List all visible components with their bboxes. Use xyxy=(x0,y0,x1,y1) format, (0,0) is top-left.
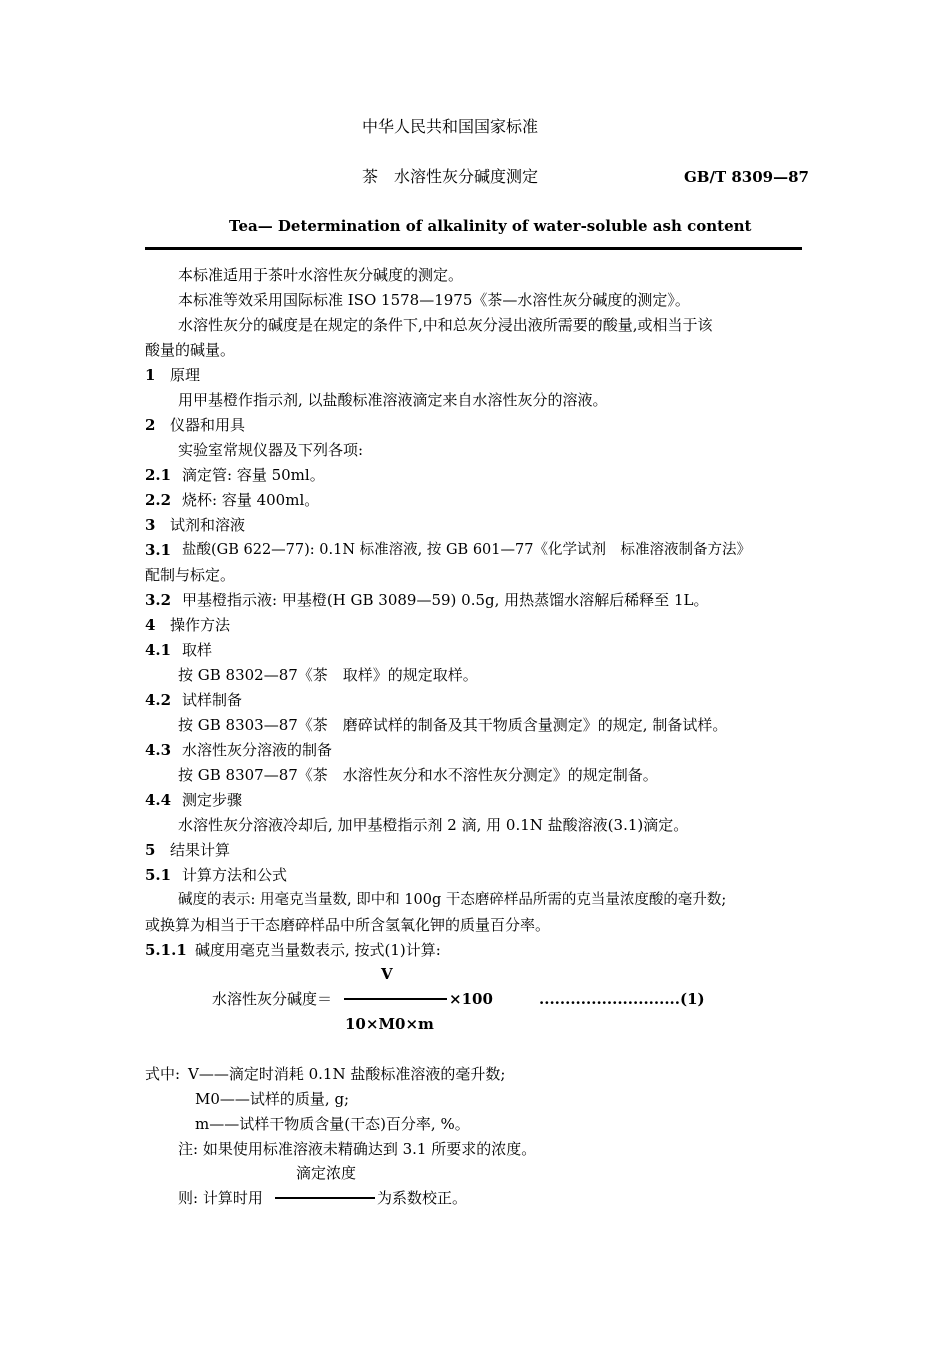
note-suffix: 为系数校正。 xyxy=(377,1189,468,1207)
national-standard-title: 中华人民共和国国家标准 xyxy=(362,117,539,136)
note-fraction-bar xyxy=(275,1197,375,1199)
section-5-1-text: 碱度的表示: 用毫克当量数, 即中和 100g 干态磨碎样品所需的克当量浓度酸的毫升数; xyxy=(178,892,727,908)
section-2-title: 仪器和用具 xyxy=(170,416,246,434)
section-5-1-1-text: 碱度用毫克当量数表示, 按式(1)计算: xyxy=(195,941,441,959)
standard-code: GB/T 8309—87 xyxy=(684,168,809,186)
section-3-1-cont: 配制与标定。 xyxy=(145,566,236,584)
section-4-number: 4 xyxy=(145,616,156,634)
section-5-title: 结果计算 xyxy=(170,841,231,859)
section-4-4-text: 水溶性灰分溶液冷却后, 加甲基橙指示剂 2 滴, 用 0.1N 盐酸溶液(3.1)滴定。 xyxy=(178,816,689,834)
note-prefix: 则: 计算时用 xyxy=(178,1189,263,1207)
section-5-number: 5 xyxy=(145,841,156,859)
section-4-title: 操作方法 xyxy=(170,616,231,634)
section-3-1-number: 3.1 xyxy=(145,541,172,559)
section-2-number: 2 xyxy=(145,416,156,434)
formula-lhs: 水溶性灰分碱度＝ xyxy=(212,990,333,1008)
section-4-4-title: 测定步骤 xyxy=(182,791,243,809)
formula-numerator: V xyxy=(381,965,393,983)
intro-paragraph-1: 本标准适用于茶叶水溶性灰分碱度的测定。 xyxy=(178,266,464,284)
section-4-3-title: 水溶性灰分溶液的制备 xyxy=(182,741,333,759)
section-4-2-number: 4.2 xyxy=(145,691,172,709)
section-4-4-number: 4.4 xyxy=(145,791,172,809)
section-4-2-title: 试样制备 xyxy=(182,691,243,709)
section-3-title: 试剂和溶液 xyxy=(170,516,246,534)
note-text: 注: 如果使用标准溶液未精确达到 3.1 所要求的浓度。 xyxy=(178,1140,537,1158)
section-4-1-text: 按 GB 8302—87《茶 取样》的规定取样。 xyxy=(178,666,478,684)
section-5-1-number: 5.1 xyxy=(145,866,172,884)
section-4-2-text: 按 GB 8303—87《茶 磨碎试样的制备及其干物质含量测定》的规定, 制备试样。 xyxy=(178,716,728,734)
section-4-3-text: 按 GB 8307—87《茶 水溶性灰分和水不溶性灰分测定》的规定制备。 xyxy=(178,766,658,784)
section-3-2-text: 甲基橙指示液: 甲基橙(H GB 3089—59) 0.5g, 用热蒸馏水溶解后稀释至 1L。 xyxy=(182,591,709,609)
section-1-number: 1 xyxy=(145,366,156,384)
where-m0: M0——试样的质量, g; xyxy=(195,1090,350,1108)
intro-paragraph-3-cont: 酸量的碱量。 xyxy=(145,341,236,359)
where-label: 式中: xyxy=(145,1065,181,1083)
english-title: Tea— Determination of alkalinity of water-soluble ash content xyxy=(229,217,752,235)
formula-denominator: 10×M0×m xyxy=(345,1015,434,1033)
section-4-1-number: 4.1 xyxy=(145,641,172,659)
section-2-2-text: 烧杯: 容量 400ml。 xyxy=(182,491,320,509)
document-title: 茶 水溶性灰分碱度测定 xyxy=(362,167,539,186)
where-m: m——试样干物质含量(干态)百分率, %。 xyxy=(195,1115,470,1133)
section-2-1-text: 滴定管: 容量 50ml。 xyxy=(182,466,325,484)
section-1-text: 用甲基橙作指示剂, 以盐酸标准溶液滴定来自水溶性灰分的溶液。 xyxy=(178,391,608,409)
intro-paragraph-3: 水溶性灰分的碱度是在规定的条件下,中和总灰分浸出液所需要的酸量,或相当于该 xyxy=(178,316,713,334)
section-1-title: 原理 xyxy=(170,366,201,384)
formula-multiplier: ×100 xyxy=(449,990,493,1008)
section-2-text: 实验室常规仪器及下列各项: xyxy=(178,441,364,459)
section-5-1-1-number: 5.1.1 xyxy=(145,941,187,959)
section-5-1-cont: 或换算为相当于干态磨碎样品中所含氢氧化钾的质量百分率。 xyxy=(145,916,551,934)
section-4-3-number: 4.3 xyxy=(145,741,172,759)
section-3-2-number: 3.2 xyxy=(145,591,172,609)
section-4-1-title: 取样 xyxy=(182,641,213,659)
section-3-number: 3 xyxy=(145,516,156,534)
note-fraction-top: 滴定浓度 xyxy=(296,1164,357,1182)
section-5-1-title: 计算方法和公式 xyxy=(182,866,288,884)
intro-paragraph-2: 本标准等效采用国际标准 ISO 1578—1975《茶—水溶性灰分碱度的测定》。 xyxy=(178,291,690,309)
where-v: V——滴定时消耗 0.1N 盐酸标准溶液的毫升数; xyxy=(188,1065,506,1083)
section-3-1-text: 盐酸(GB 622—77): 0.1N 标准溶液, 按 GB 601—77《化学试剂 标准溶液制备方法》 xyxy=(182,542,751,558)
section-2-2-number: 2.2 xyxy=(145,491,172,509)
section-2-1-number: 2.1 xyxy=(145,466,172,484)
formula-leader-dots: ...........................(1) xyxy=(539,990,705,1008)
formula-fraction-bar xyxy=(344,998,447,1000)
title-rule xyxy=(145,247,802,250)
